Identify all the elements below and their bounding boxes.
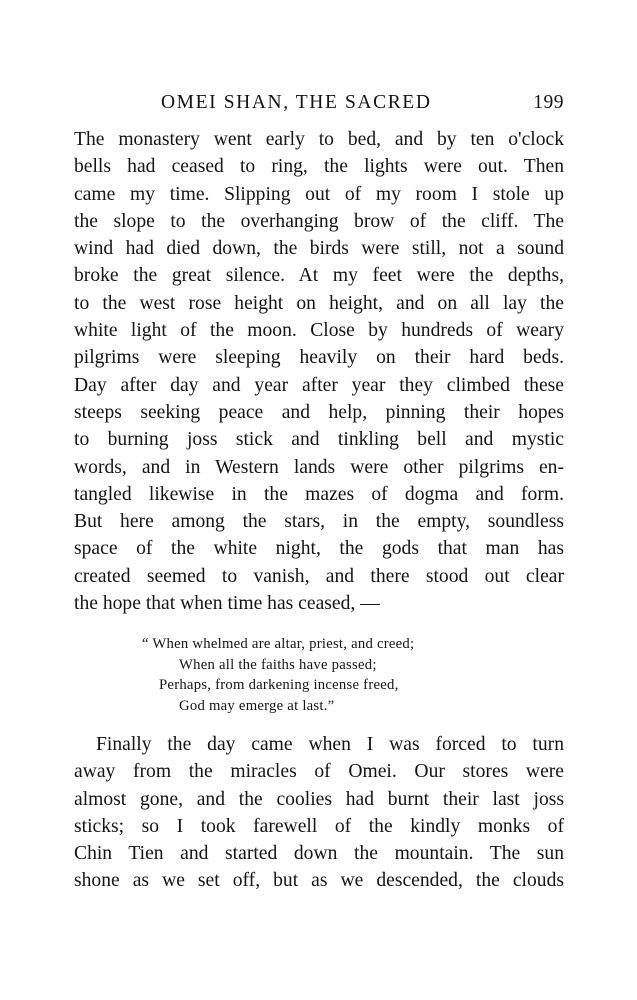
text-line: shone as we set off, but as we descended, the clouds <box>74 870 564 892</box>
verse-line: God may emerge at last.” <box>179 697 335 714</box>
text-line: created seemed to vanish, and there stood out clear <box>74 565 564 587</box>
running-title: OMEI SHAN, THE SACRED <box>161 92 432 113</box>
text-line: Chin Tien and started down the mountain. The sun <box>74 843 564 865</box>
page-number: 199 <box>533 92 564 113</box>
text-line: Finally the day came when I was forced to turn <box>96 734 564 755</box>
verse-line: When all the faiths have passed; <box>179 656 377 673</box>
verse-line: “ When whelmed are altar, priest, and creed; <box>142 636 415 652</box>
text-line: almost gone, and the coolies had burnt their last joss <box>74 788 564 810</box>
text-line: away from the miracles of Omei. Our stores were <box>74 761 564 783</box>
text-line: space of the white night, the gods that man has <box>74 538 564 560</box>
text-line: wind had died down, the birds were still, not a sound <box>74 238 564 260</box>
text-line: to the west rose height on height, and on all lay the <box>74 292 564 314</box>
paragraph-2 <box>74 731 564 895</box>
text-line: words, and in Western lands were other pilgrims en- <box>74 456 564 478</box>
text-line: pilgrims were sleeping heavily on their hard beds. <box>74 347 564 369</box>
verse-line: Perhaps, from darkening incense freed, <box>159 677 399 693</box>
text-line: broke the great silence. At my feet were the depths, <box>74 265 564 287</box>
text-line: The monastery went early to bed, and by ten o'clock <box>74 129 564 150</box>
paragraph-1 <box>74 126 564 617</box>
text-line: bells had ceased to ring, the lights were out. Then <box>74 156 564 178</box>
text-line: Day after day and year after year they climbed these <box>74 374 564 396</box>
running-head <box>74 92 564 122</box>
text-line: sticks; so I took farewell of the kindly monks of <box>74 815 564 837</box>
text-line: to burning joss stick and tinkling bell and mystic <box>74 429 564 451</box>
text-line: tangled likewise in the mazes of dogma and form. <box>74 483 564 505</box>
text-line: came my time. Slipping out of my room I stole up <box>74 183 564 205</box>
text-line: the hope that when time has ceased, — <box>74 593 380 615</box>
text-line: white light of the moon. Close by hundreds of weary <box>74 320 564 342</box>
text-line: the slope to the overhanging brow of the cliff. The <box>74 210 564 232</box>
text-line: But here among the stars, in the empty, soundless <box>74 511 564 533</box>
text-line: steeps seeking peace and help, pinning their hopes <box>74 401 564 423</box>
